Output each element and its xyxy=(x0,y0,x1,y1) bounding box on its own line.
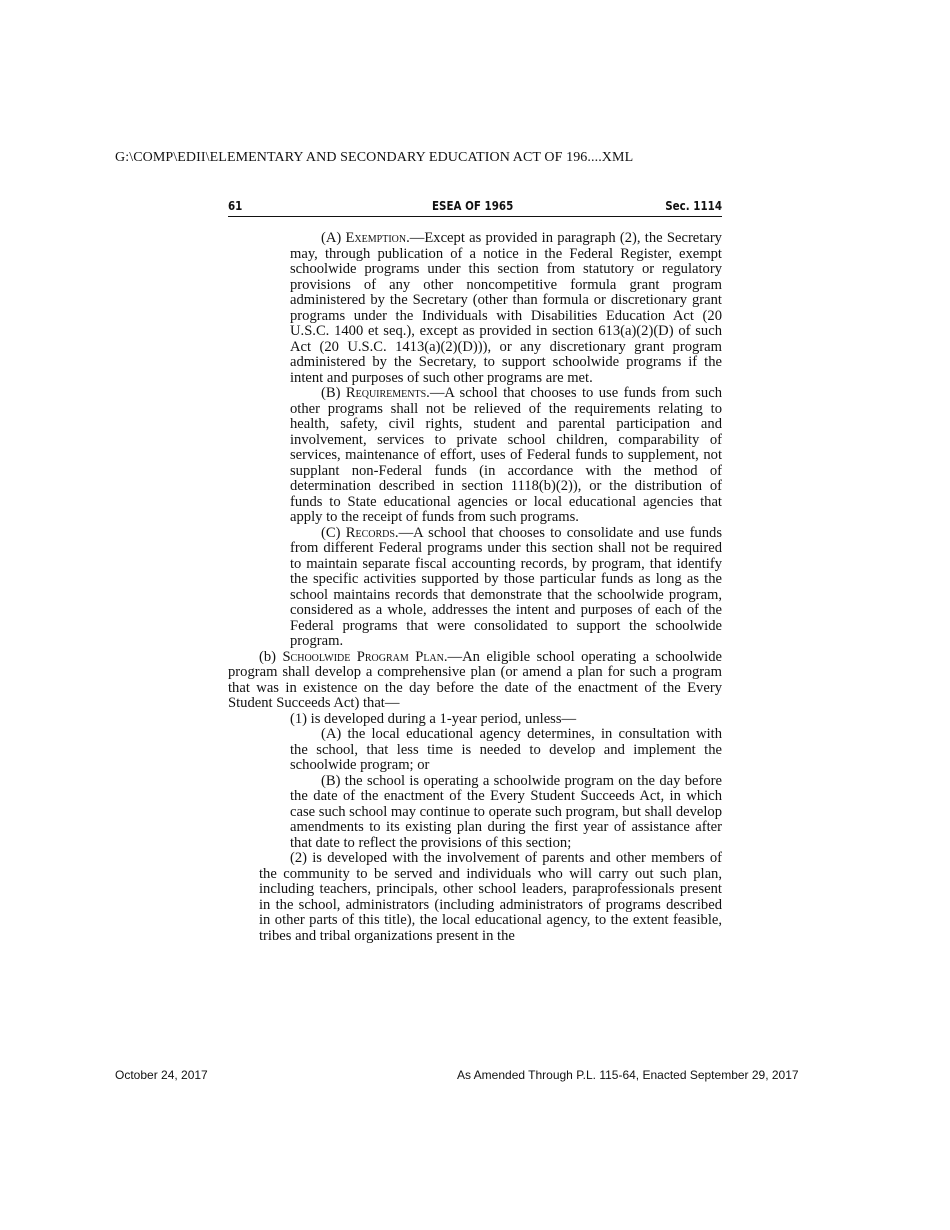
paragraph-heading: Requirements xyxy=(345,385,427,401)
paragraph-heading: Records xyxy=(345,524,395,541)
paragraph-heading: Exemption xyxy=(345,230,407,246)
paragraph-text: .—A school that chooses to consolidate and use funds from different Federal programs under this section shall not be required to maintain separate fiscal accounting records, by program, that identify the specific activities supported by those particular funds as long as the school maintains records that demonstrate that the schoolwide program, considered as a whole, addresses the intent and purposes of each of the Federal programs that were consolidated to support the schoolwide program. xyxy=(290,524,723,649)
paragraph-lead: (B) xyxy=(321,385,346,401)
paragraph-lead: (b) xyxy=(259,648,283,665)
paragraph-text: .—Except as provided in paragraph (2), the Secretary may, through publication of a notice in the Federal Register, exempt schoolwide programs under this section from statutory or regulatory provisions of any other noncompetitive formula grant program administered by the Secretary (other than formula or discretionary grant programs under the Individuals with Disabilities Education Act (20 U.S.C. 1400 et seq.), except as provided in section 613(a)(2)(D) of such Act (20 U.S.C. 1413(a)(2)(D))), or any discretionary grant program administered by the Secretary, to support schoolwide programs if the intent and purposes of such other programs are met. xyxy=(290,230,722,386)
paragraph-text: .—An eligible school operating a schoolwide program shall develop a comprehensive plan (or amend a plan for such a program that was in existence on the day before the date of the enactment of the Every Student Succeeds Act) that— xyxy=(228,648,722,711)
subsection-b-schoolwide-plan xyxy=(228,650,722,712)
paragraph-lead: (C) xyxy=(321,524,346,541)
paragraph-1: (1) is developed during a 1-year period, unless— xyxy=(290,710,577,727)
paragraph-2: (2) is developed with the involvement of parents and other members of the community to be served and individuals who will carry out such plan, including teachers, principals, other school leaders, paraprofessionals present in the school, administrators (including administrators of programs described in other parts of this title), the local educational agency, to the extent feasible, tribes and tribal organizations present in the xyxy=(259,850,722,944)
running-head xyxy=(228,196,722,217)
page-number: 61 xyxy=(228,199,243,213)
statute-text xyxy=(228,231,722,944)
paragraph-lead: (A) xyxy=(321,230,346,246)
paragraph-c-records xyxy=(290,526,722,650)
paragraph-b-requirements xyxy=(290,386,722,526)
paragraph-1-a: (A) the local educational agency determines, in consultation with the school, that less time is needed to develop and implement the schoolwide program; or xyxy=(290,726,722,773)
act-title: ESEA OF 1965 xyxy=(432,199,514,213)
paragraph-text: .—A school that chooses to use funds from such other programs shall not be relieved of the requirements relating to health, safety, civil rights, student and parental participation and involvement, services to private school children, comparability of services, maintenance of effort, uses of Federal funds to supplement, not supplant non-Federal funds (in accordance with the method of determination described in section 1118(b)(2)), or the distribution of funds to State educational agencies or local educational agencies that apply to the receipt of funds from such programs. xyxy=(290,385,722,525)
footer-amended-note: As Amended Through P.L. 115-64, Enacted September 29, 2017 xyxy=(457,1068,799,1082)
paragraph-1-b: (B) the school is operating a schoolwide program on the day before the date of the enactment of the Every Student Succeeds Act, in which case such school may continue to operate such program, but shall develop amendments to its existing plan during the first year of assistance after that date to reflect the provisions of this section; xyxy=(290,772,723,851)
paragraph-a-exemption xyxy=(290,231,722,386)
paragraph-heading: Schoolwide Program Plan xyxy=(282,648,444,665)
file-path-header: G:\COMP\EDII\ELEMENTARY AND SECONDARY EDUCATION ACT OF 196....XML xyxy=(115,150,634,165)
section-number: Sec. 1114 xyxy=(665,199,722,213)
footer-date: October 24, 2017 xyxy=(115,1068,208,1082)
